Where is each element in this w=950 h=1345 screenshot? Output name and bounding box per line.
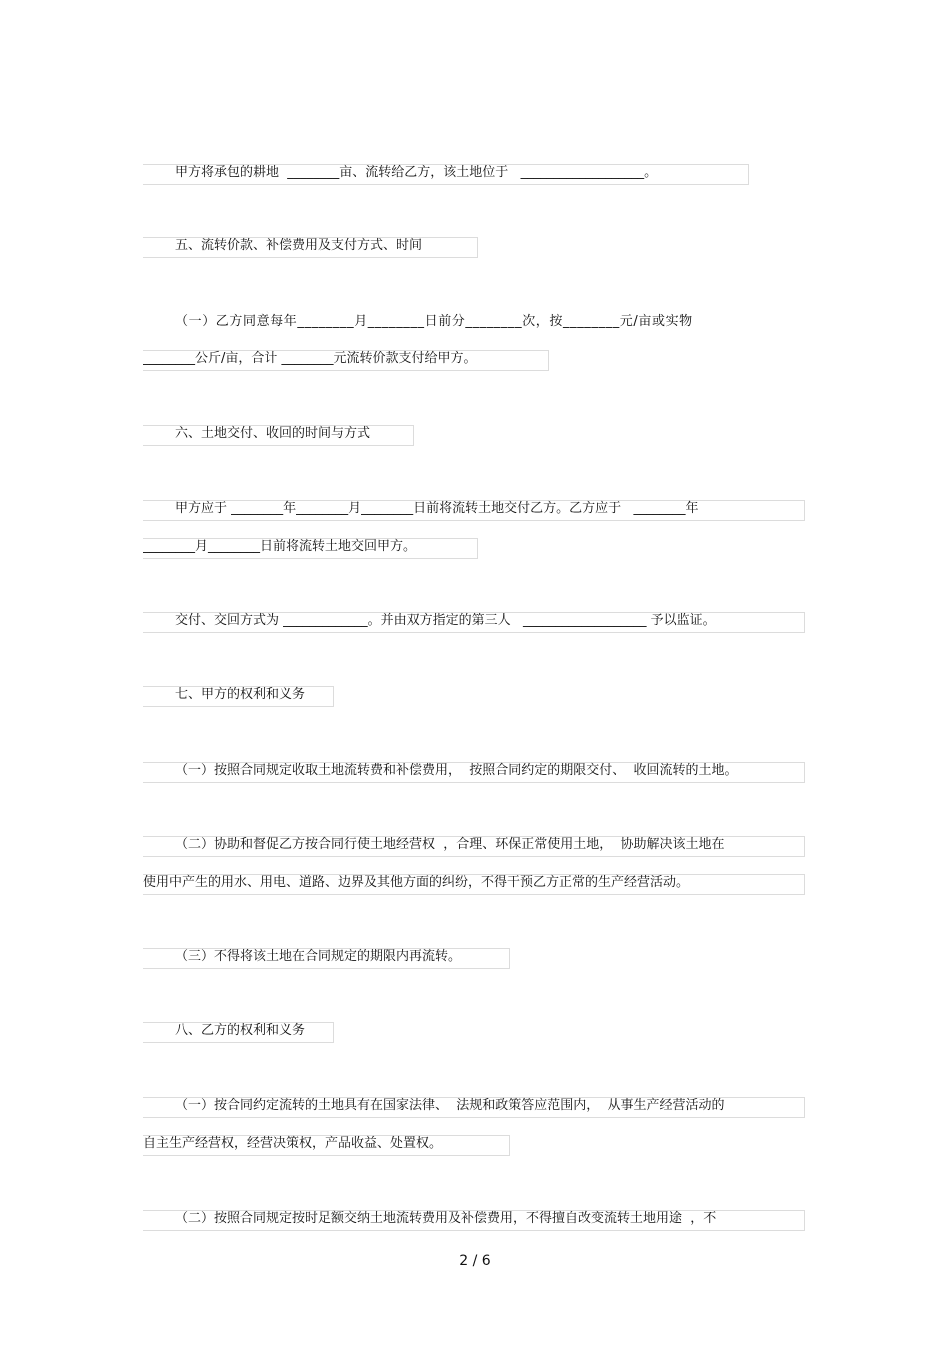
- section-heading-6: 六、土地交付、收回的时间与方式: [175, 426, 371, 441]
- section-heading-5: 五、流转价款、补偿费用及支付方式、时间: [175, 238, 423, 253]
- clause-delivery-method: 交付、交回方式为 _____________。并由双方指定的第三人 ___________________ 予以监证。: [175, 613, 716, 628]
- clause-delivery-b: ________月________日前将流转土地交回甲方。: [143, 539, 417, 554]
- page-number: 2 / 6: [459, 1253, 491, 1269]
- clause-land-area: 甲方将承包的耕地 ________亩、流转给乙方，该土地位于 ___________________。: [175, 165, 658, 180]
- section-heading-7: 七、甲方的权利和义务: [175, 687, 306, 702]
- clause-delivery-a: 甲方应于 ________年________月________日前将流转土地交付乙方。乙方应于 ________年: [175, 501, 699, 516]
- clause-payment-1a: （一）乙方同意每年________月________日前分________次，按________元/亩或实物: [175, 314, 693, 329]
- clause-payment-1b: ________公斤/亩，合计 ________元流转价款支付给甲方。: [143, 351, 477, 366]
- party-a-clause-2b: 使用中产生的用水、用电、道路、边界及其他方面的纠纷，不得干预乙方正常的生产经营活动。: [143, 875, 690, 890]
- section-heading-8: 八、乙方的权利和义务: [175, 1023, 306, 1038]
- party-b-clause-2a: （二）按照合同规定按时足额交纳土地流转费用及补偿费用，不得擅自改变流转土地用途 ，不: [175, 1211, 717, 1226]
- party-a-clause-3: （三）不得将该土地在合同规定的期限内再流转。: [175, 949, 462, 964]
- party-b-clause-1b: 自主生产经营权，经营决策权，产品收益、处置权。: [143, 1136, 443, 1151]
- party-b-clause-1a: （一）按合同约定流转的土地具有在国家法律、 法规和政策答应范围内， 从事生产经营活动的: [175, 1098, 725, 1113]
- party-a-clause-1: （一）按照合同规定收取土地流转费和补偿费用， 按照合同约定的期限交付、 收回流转的土地。: [175, 763, 738, 778]
- party-a-clause-2a: （二）协助和督促乙方按合同行使土地经营权 ，合理、环保正常使用土地， 协助解决该土地在: [175, 837, 725, 852]
